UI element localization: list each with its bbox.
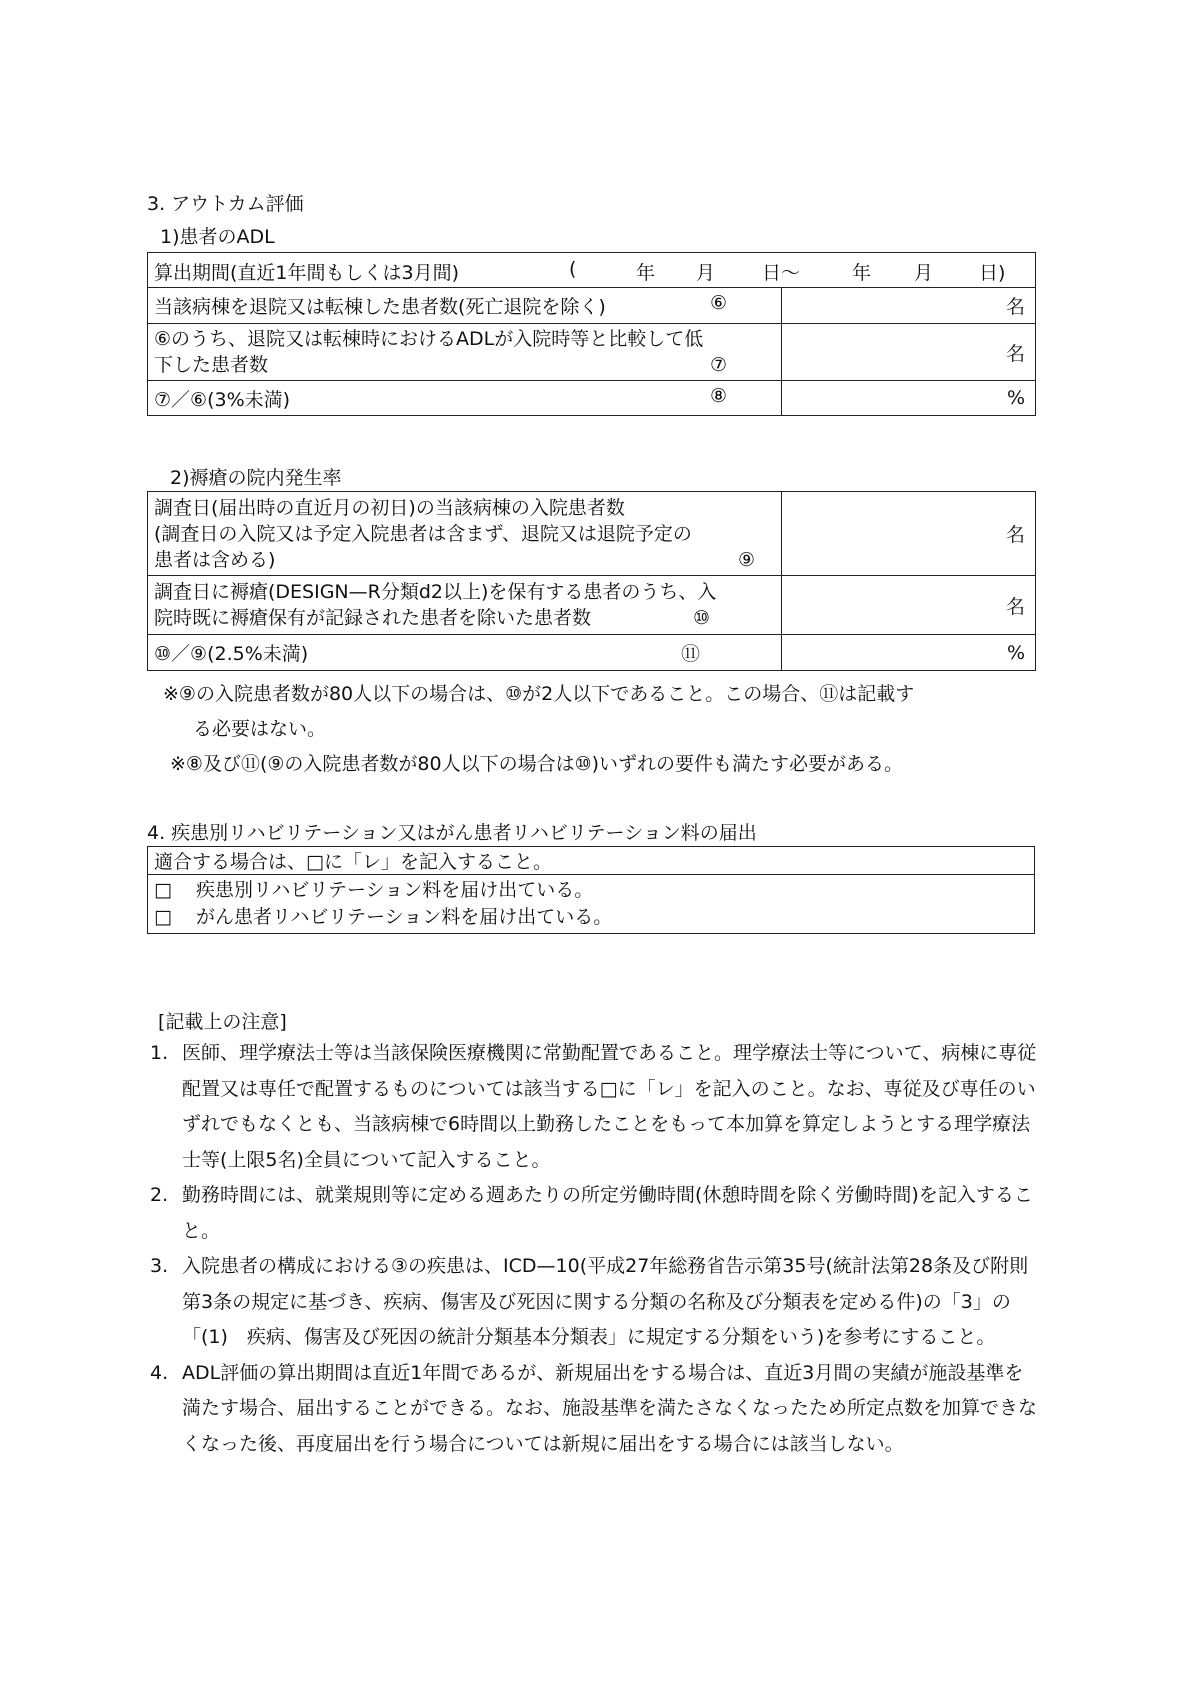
unit-cell: % — [782, 635, 1036, 671]
note-text: ADL評価の算出期間は直近1年間であるが、新規届出をする場合は、直近3月間の実績が施設基準を満たす場合、届出することができる。なお、施設基準を満たさなくなったため所定点数を加算できなくなった後、再度届出を行う場合については新規に届出をする場合には該当しない。 — [182, 1361, 1038, 1455]
row-text: ⑥のうち、退院又は転棟時におけるADLが入院時等と比較して低 — [154, 328, 704, 350]
period-year1: 年 — [636, 262, 656, 284]
note-item — [150, 1356, 1040, 1463]
ulcer-note-2: ※⑧及び⑪(⑨の入院患者数が80人以下の場合は⑩)いずれの要件も満たす必要がある。 — [170, 753, 904, 775]
unit-cell: 名 — [782, 288, 1036, 324]
checkbox-disease-rehab[interactable]: □ — [154, 879, 172, 901]
unit-cell: % — [782, 381, 1036, 416]
ulcer-row-9-label — [148, 492, 782, 576]
section3-title: 3. アウトカム評価 — [147, 193, 304, 215]
notes-list — [150, 1036, 1040, 1462]
ulcer-row-10-label — [148, 576, 782, 635]
period-open: ( — [569, 258, 577, 280]
circled-number: ⑩ — [692, 607, 710, 629]
pressure-ulcer-subtitle: 2)褥瘡の院内発生率 — [170, 467, 342, 489]
circled-number: ⑥ — [709, 292, 727, 314]
circled-number: ⑦ — [709, 354, 727, 376]
period-month1: 月 — [696, 262, 716, 284]
note-item — [150, 1249, 1040, 1356]
rehab-option-cancer — [154, 904, 1028, 931]
unit-cell: 名 — [782, 492, 1036, 576]
row-text: 患者は含める) — [154, 548, 276, 571]
circled-number: ⑧ — [709, 384, 727, 407]
row-text: ⑦／⑥(3%未満) — [154, 388, 291, 411]
circled-number: ⑪ — [680, 643, 700, 665]
period-year2: 年 — [852, 262, 872, 284]
row-text: ⑩／⑨(2.5%未満) — [154, 643, 309, 665]
option-label: がん患者リハビリテーション料を届け出ている。 — [196, 906, 613, 928]
note-text: 勤務時間には、就業規則等に定める週あたりの所定労働時間(休憩時間を除く労働時間)を記入すること。 — [182, 1184, 1033, 1242]
rehab-option-disease — [154, 877, 1028, 904]
section4-title: 4. 疾患別リハビリテーション又はがん患者リハビリテーション料の届出 — [147, 822, 757, 844]
note-number: 1. — [150, 1042, 169, 1064]
adl-row-7-label — [148, 324, 782, 381]
circled-number: ⑨ — [737, 548, 755, 571]
note-text: 医師、理学療法士等は当該保険医療機関に常勤配置であること。理学療法士等について、病棟に専従配置又は専任で配置するものについては該当する□に「レ」を記入のこと。なお、専従及び専任のいずれでもなくとも、当該病棟で6時間以上勤務したことをもって本加算を算定しようとする理学療法士等(上限5名)全員について記入すること。 — [182, 1042, 1037, 1171]
pressure-ulcer-table — [147, 491, 1036, 671]
period-label: 算出期間(直近1年間もしくは3月間) — [154, 262, 460, 284]
option-label: 疾患別リハビリテーション料を届け出ている。 — [196, 879, 594, 901]
note-item — [150, 1178, 1040, 1249]
adl-subtitle: 1)患者のADL — [160, 226, 275, 248]
note-text: 入院患者の構成における③の疾患は、ICD—10(平成27年総務省告示第35号(統計法第28条及び附則第3条の規定に基づき、疾病、傷害及び死因に関する分類の名称及び分類表を定める件)の「3」の「(1) 疾病、傷害及び死因の統計分類基本分類表」に規定する分類をいう)を参考にすること。 — [182, 1255, 1029, 1348]
row-text: 調査日に褥瘡(DESIGN—R分類d2以上)を保有する患者のうち、入 — [154, 581, 717, 603]
row-text: 調査日(届出時の直近月の初日)の当該病棟の入院患者数 — [154, 496, 625, 519]
adl-row-8-label — [148, 381, 782, 416]
unit-cell: 名 — [782, 324, 1036, 381]
rehab-instruction: 適合する場合は、□に「レ」を記入すること。 — [148, 847, 1035, 875]
period-row — [148, 253, 1036, 288]
row-text: 当該病棟を退院又は転棟した患者数(死亡退院を除く) — [154, 296, 606, 318]
note-number: 4. — [150, 1361, 169, 1384]
period-day2: 日) — [979, 262, 1006, 284]
row-text: 下した患者数 — [154, 354, 269, 376]
row-text: (調査日の入院又は予定入院患者は含まず、退院又は退院予定の — [154, 522, 692, 545]
unit-cell: 名 — [782, 576, 1036, 635]
period-day1: 日～ — [762, 262, 801, 284]
note-number: 3. — [150, 1255, 169, 1277]
checkbox-cancer-rehab[interactable]: □ — [154, 906, 172, 928]
ulcer-note-1-cont: る必要はない。 — [193, 718, 327, 740]
ulcer-row-11-label — [148, 635, 782, 671]
period-month2: 月 — [914, 262, 934, 284]
rehab-table — [147, 846, 1035, 934]
note-item — [150, 1036, 1040, 1178]
ulcer-note-1: ※⑨の入院患者数が80人以下の場合は、⑩が2人以下であること。この場合、⑪は記載す — [163, 683, 915, 705]
adl-row-6-label — [148, 288, 782, 324]
row-text: 院時既に褥瘡保有が記録された患者を除いた患者数 — [154, 607, 592, 629]
adl-table — [147, 252, 1036, 416]
rehab-options — [148, 875, 1035, 934]
note-number: 2. — [150, 1184, 169, 1206]
notes-heading: [記載上の注意] — [158, 1011, 287, 1033]
